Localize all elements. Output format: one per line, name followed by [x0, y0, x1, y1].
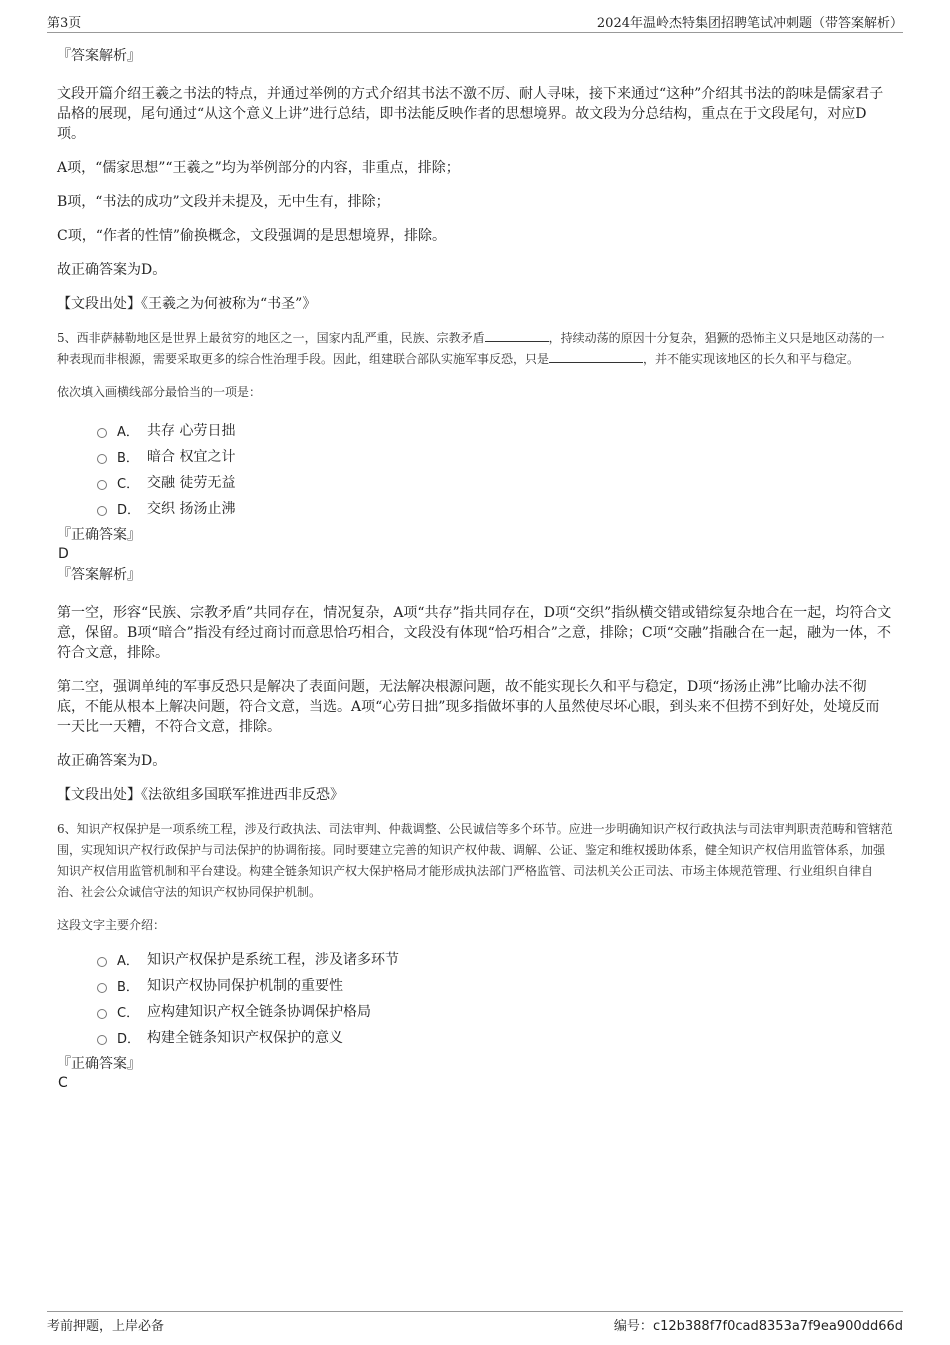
analysis-conclusion: 故正确答案为D。 — [57, 262, 167, 278]
option-b[interactable]: B． 暗合 权宜之计 — [97, 443, 893, 469]
option-c[interactable]: C． 交融 徒劳无益 — [97, 469, 893, 495]
question-5-text: 5、西非萨赫勒地区是世界上最贫穷的地区之一，国家内乱严重，民族、宗教矛盾 ，持续动荡的原因十分复杂，猖獗的恐怖主义只是地区动荡的一种表现而非根源，需要采取更多的综合性治理手段。因此，组建联合部队实施军事反恐，只是 ，并不能实现该地区的长久和平与稳定。 — [57, 331, 885, 366]
radio-button[interactable] — [97, 1035, 107, 1045]
document-title: 2024年温岭杰特集团招聘笔试冲刺题（带答案解析） — [596, 16, 903, 31]
option-text: 交融 徒劳无益 — [147, 475, 236, 491]
page-footer — [47, 1311, 903, 1334]
radio-button[interactable] — [97, 957, 107, 967]
page-number: 第3页 — [47, 16, 82, 31]
option-text: 构建全链条知识产权保护的意义 — [147, 1030, 343, 1046]
option-text: 交织 扬汤止沸 — [147, 501, 236, 517]
option-a[interactable]: A． 共存 心劳日拙 — [97, 417, 893, 443]
analysis-label: 『答案解析』 — [57, 48, 141, 64]
page-header — [47, 12, 903, 33]
source-citation: 【文段出处】《法欲组多国联军推进西非反恐》 — [57, 787, 344, 803]
radio-button[interactable] — [97, 480, 107, 490]
correct-answer: C — [58, 1075, 68, 1091]
question-6-text: 6、知识产权保护是一项系统工程，涉及行政执法、司法审判、仲裁调整、公民诚信等多个环节。应进一步明确知识产权行政执法与司法审判职责范畴和管辖范围，实现知识产权行政保护与司法保护的协调衔接。同时要建立完善的知识产权仲裁、调解、公证、鉴定和维权援助体系，健全知识产权信用监管体系，加强知识产权信用监管机制和平台建设。构建全链条知识产权大保护格局才能形成执法部门严格监管、司法机关公正司法、市场主体规范管理、行业组织自律自治、社会公众诚信守法的知识产权协同保护机制。 — [57, 822, 893, 899]
document-code: 编号：c12b388f7f0cad8353a7f9ea900dd66d — [613, 1319, 903, 1334]
radio-button[interactable] — [97, 454, 107, 464]
question-5-options — [57, 417, 893, 521]
fill-blank — [485, 329, 549, 342]
option-c[interactable]: C． 应构建知识产权全链条协调保护格局 — [97, 998, 893, 1024]
option-text: 知识产权协同保护机制的重要性 — [147, 978, 343, 994]
analysis-paragraph: 第一空，形容“民族、宗教矛盾”共同存在，情况复杂，A项“共存”指共同存在，D项“交织”指纵横交错或错综复杂地合在一起，均符合文意，保留。B项“暗合”指没有经过商讨而意思恰巧相合，文段没有体现“恰巧相合”之意，排除；C项“交融”指融合在一起，融为一体，不符合文意，排除。 — [57, 605, 892, 661]
answer-label: 『正确答案』 — [57, 1056, 141, 1072]
footer-slogan: 考前押题，上岸必备 — [47, 1319, 165, 1334]
question-6-options — [57, 946, 893, 1050]
analysis-paragraph: 第二空，强调单纯的军事反恐只是解决了表面问题，无法解决根源问题，故不能实现长久和平与稳定，D项“扬汤止沸”比喻办法不彻底，不能从根本上解决问题，符合文意，当选。A项“心劳日拙”现多指做坏事的人虽然使尽坏心眼，到头来不但捞不到好处，处境反而一天比一天糟，不符合文意，排除。 — [57, 679, 880, 735]
answer-label: 『正确答案』 — [57, 527, 141, 543]
option-text: 应构建知识产权全链条协调保护格局 — [147, 1004, 371, 1020]
question-6-prompt: 这段文字主要介绍： — [57, 918, 166, 932]
option-a[interactable]: A． 知识产权保护是系统工程，涉及诸多环节 — [97, 946, 893, 972]
analysis-conclusion: 故正确答案为D。 — [57, 753, 167, 769]
radio-button[interactable] — [97, 506, 107, 516]
analysis-label: 『答案解析』 — [57, 567, 141, 583]
radio-button[interactable] — [97, 428, 107, 438]
analysis-paragraph: B项，“书法的成功”文段并未提及，无中生有，排除； — [57, 194, 390, 210]
analysis-paragraph: 文段开篇介绍王羲之书法的特点，并通过举例的方式介绍其书法不激不厉、耐人寻味，接下来通过“这种”介绍其书法的韵味是儒家君子品格的展现，尾句通过“从这个意义上讲”进行总结，即书法能反映作者的思想境界。故文段为分总结构，重点在于文段尾句，对应D项。 — [57, 86, 884, 142]
option-b[interactable]: B． 知识产权协同保护机制的重要性 — [97, 972, 893, 998]
option-text: 暗合 权宜之计 — [147, 449, 236, 465]
analysis-paragraph: A项，“儒家思想”“王羲之”均为举例部分的内容，非重点，排除； — [57, 160, 460, 176]
question-5-prompt: 依次填入画横线部分最恰当的一项是： — [57, 385, 262, 399]
option-text: 知识产权保护是系统工程，涉及诸多环节 — [147, 952, 399, 968]
option-text: 共存 心劳日拙 — [147, 423, 236, 439]
correct-answer: D — [58, 546, 69, 562]
fill-blank — [549, 350, 643, 363]
option-d[interactable]: D． 交织 扬汤止沸 — [97, 495, 893, 521]
analysis-paragraph: C项，“作者的性情”偷换概念，文段强调的是思想境界，排除。 — [57, 228, 447, 244]
source-citation: 【文段出处】《王羲之为何被称为“书圣”》 — [57, 296, 317, 312]
option-d[interactable]: D． 构建全链条知识产权保护的意义 — [97, 1024, 893, 1050]
radio-button[interactable] — [97, 983, 107, 993]
radio-button[interactable] — [97, 1009, 107, 1019]
page-content — [57, 46, 893, 1092]
